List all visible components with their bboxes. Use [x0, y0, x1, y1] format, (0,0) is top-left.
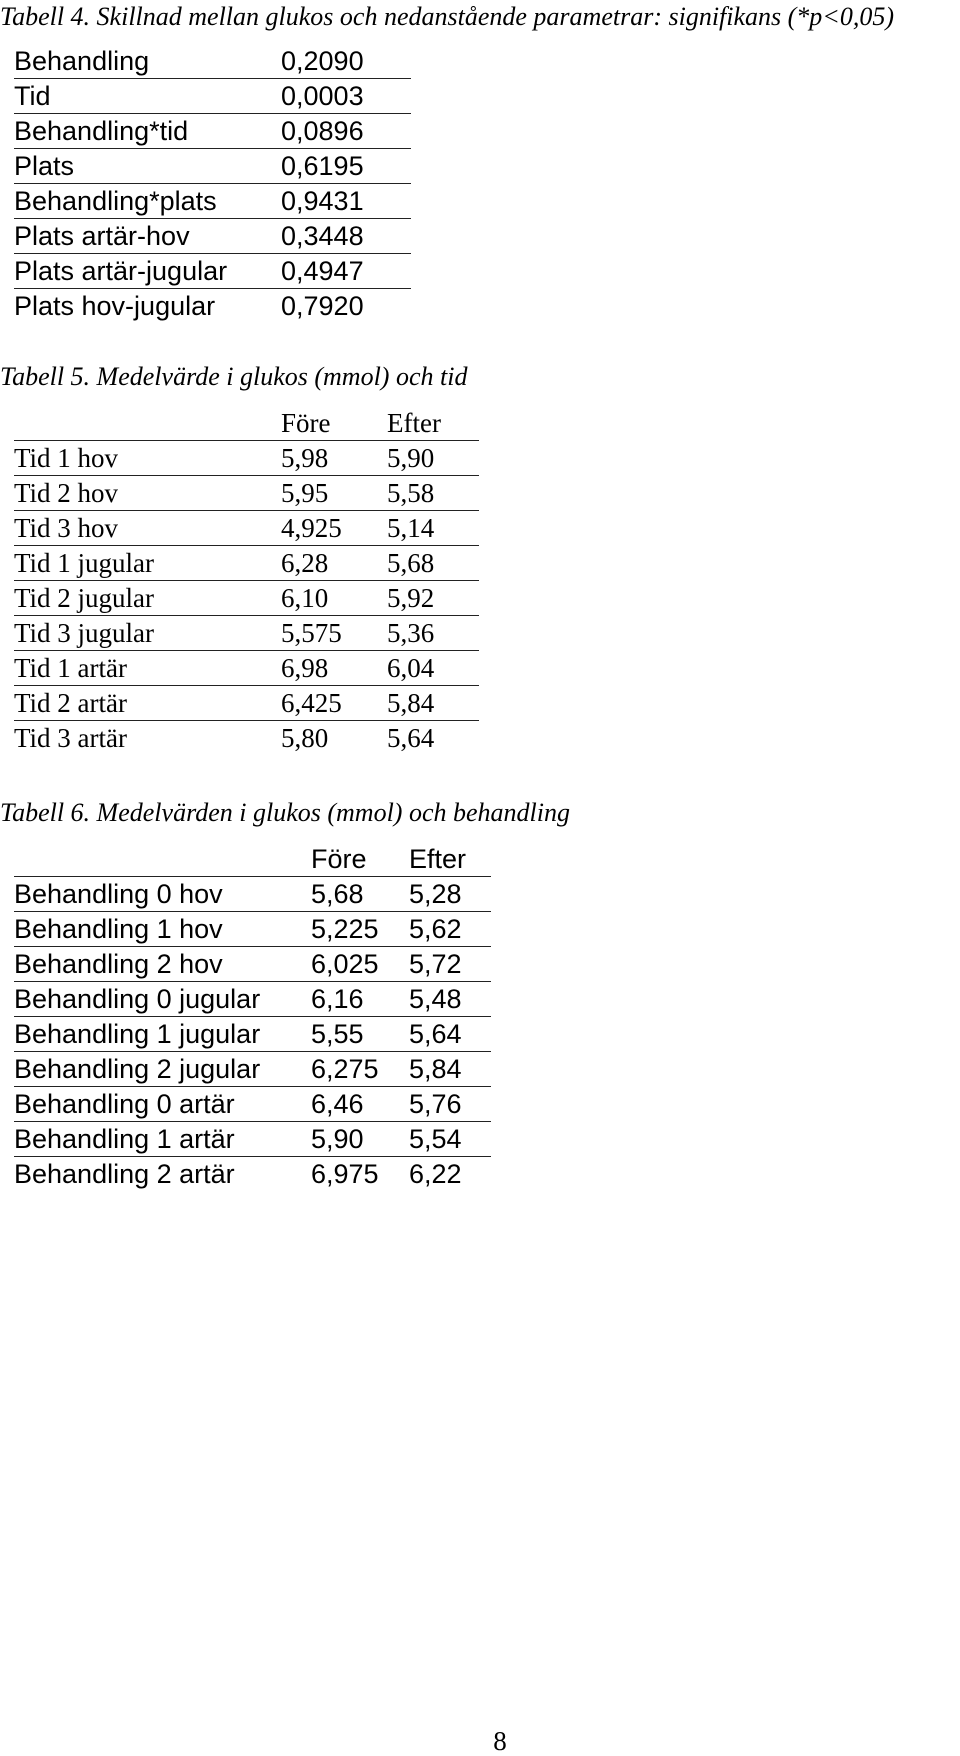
row-label: Tid 2 jugular	[14, 581, 281, 616]
row-label: Tid 1 artär	[14, 651, 281, 686]
table-row	[14, 476, 479, 511]
row-label: Behandling 2 artär	[14, 1159, 235, 1189]
row-efter: 5,36	[387, 616, 479, 651]
row-fore: 6,025	[311, 947, 409, 982]
row-label: Behandling*tid	[14, 114, 281, 149]
row-fore: 5,55	[311, 1017, 409, 1052]
row-value: 0,6195	[281, 149, 411, 184]
row-value: 0,7920	[281, 291, 364, 321]
table6-glucose-by-treatment	[14, 842, 491, 1191]
row-fore: 5,80	[281, 723, 329, 753]
row-value: 0,4947	[281, 254, 411, 289]
table-row	[14, 289, 411, 324]
row-fore: 5,68	[311, 877, 409, 912]
table-header-row	[14, 406, 479, 441]
row-efter: 5,58	[387, 476, 479, 511]
table-row	[14, 1052, 491, 1087]
row-label: Behandling 0 hov	[14, 877, 311, 912]
row-label: Behandling 0 artär	[14, 1087, 311, 1122]
row-fore: 5,575	[281, 616, 387, 651]
table-row	[14, 184, 411, 219]
row-efter: 5,84	[409, 1052, 491, 1087]
table-row	[14, 511, 479, 546]
row-efter: 5,54	[409, 1122, 491, 1157]
row-fore: 5,95	[281, 476, 387, 511]
row-label: Behandling 1 artär	[14, 1122, 311, 1157]
row-efter: 5,28	[409, 877, 491, 912]
table-row	[14, 441, 479, 476]
row-label: Behandling 2 jugular	[14, 1052, 311, 1087]
row-fore: 6,28	[281, 546, 387, 581]
table-header-row	[14, 842, 491, 877]
row-efter: 5,68	[387, 546, 479, 581]
table-row	[14, 982, 491, 1017]
header-empty	[14, 842, 311, 877]
row-value: 0,0003	[281, 79, 411, 114]
header-fore: Före	[311, 842, 409, 877]
row-efter: 5,84	[387, 686, 479, 721]
row-value: 0,2090	[281, 44, 411, 79]
row-efter: 5,92	[387, 581, 479, 616]
row-efter: 6,04	[387, 651, 479, 686]
header-fore: Före	[281, 406, 387, 441]
row-efter: 5,76	[409, 1087, 491, 1122]
row-label: Plats artär-hov	[14, 219, 281, 254]
row-label: Plats artär-jugular	[14, 254, 281, 289]
row-fore: 5,98	[281, 441, 387, 476]
row-efter: 5,64	[409, 1017, 491, 1052]
table-row	[14, 912, 491, 947]
row-efter: 5,14	[387, 511, 479, 546]
row-fore: 6,46	[311, 1087, 409, 1122]
row-efter: 5,48	[409, 982, 491, 1017]
row-fore: 6,275	[311, 1052, 409, 1087]
table-row	[14, 546, 479, 581]
table-row	[14, 721, 479, 756]
row-fore: 5,225	[311, 912, 409, 947]
row-fore: 6,425	[281, 686, 387, 721]
row-fore: 6,975	[311, 1159, 379, 1189]
row-fore: 5,90	[311, 1122, 409, 1157]
row-value: 0,3448	[281, 219, 411, 254]
row-label: Tid 3 jugular	[14, 616, 281, 651]
table5-caption: Tabell 5. Medelvärde i glukos (mmol) och tid	[0, 362, 468, 391]
table-row	[14, 686, 479, 721]
table-row	[14, 1017, 491, 1052]
row-label: Behandling 0 jugular	[14, 982, 311, 1017]
table-row	[14, 581, 479, 616]
table6-caption: Tabell 6. Medelvärden i glukos (mmol) och behandling	[0, 798, 570, 827]
row-label: Tid	[14, 79, 281, 114]
table-row	[14, 1157, 491, 1192]
row-efter: 6,22	[409, 1159, 462, 1189]
row-efter: 5,72	[409, 947, 491, 982]
row-efter: 5,64	[387, 723, 435, 753]
row-label: Plats hov-jugular	[14, 291, 216, 321]
row-label: Tid 1 hov	[14, 441, 281, 476]
table-row	[14, 114, 411, 149]
row-value: 0,0896	[281, 114, 411, 149]
row-fore: 6,10	[281, 581, 387, 616]
table-row	[14, 79, 411, 114]
row-fore: 6,16	[311, 982, 409, 1017]
table-row	[14, 651, 479, 686]
table-row	[14, 616, 479, 651]
header-efter: Efter	[409, 842, 491, 877]
row-efter: 5,90	[387, 441, 479, 476]
table-row	[14, 1122, 491, 1157]
row-label: Tid 3 hov	[14, 511, 281, 546]
row-label: Tid 2 artär	[14, 686, 281, 721]
table-row	[14, 219, 411, 254]
row-label: Behandling*plats	[14, 184, 281, 219]
table-row	[14, 1087, 491, 1122]
header-empty	[14, 406, 281, 441]
row-fore: 6,98	[281, 651, 387, 686]
table-row	[14, 44, 411, 79]
table-row	[14, 877, 491, 912]
row-label: Plats	[14, 149, 281, 184]
row-label: Behandling	[14, 44, 281, 79]
table5-glucose-by-time	[14, 406, 479, 755]
table4-significance	[14, 44, 411, 323]
row-label: Behandling 1 jugular	[14, 1017, 311, 1052]
header-efter: Efter	[387, 406, 479, 441]
row-efter: 5,62	[409, 912, 491, 947]
row-fore: 4,925	[281, 511, 387, 546]
row-label: Behandling 1 hov	[14, 912, 311, 947]
page-number: 8	[493, 1726, 507, 1756]
table-row	[14, 254, 411, 289]
table-row	[14, 149, 411, 184]
row-label: Tid 3 artär	[14, 723, 127, 753]
row-label: Tid 2 hov	[14, 476, 281, 511]
row-value: 0,9431	[281, 184, 411, 219]
row-label: Tid 1 jugular	[14, 546, 281, 581]
table4-caption: Tabell 4. Skillnad mellan glukos och nedanstående parametrar: signifikans (*p<0,05)	[0, 2, 895, 31]
table-row	[14, 947, 491, 982]
row-label: Behandling 2 hov	[14, 947, 311, 982]
